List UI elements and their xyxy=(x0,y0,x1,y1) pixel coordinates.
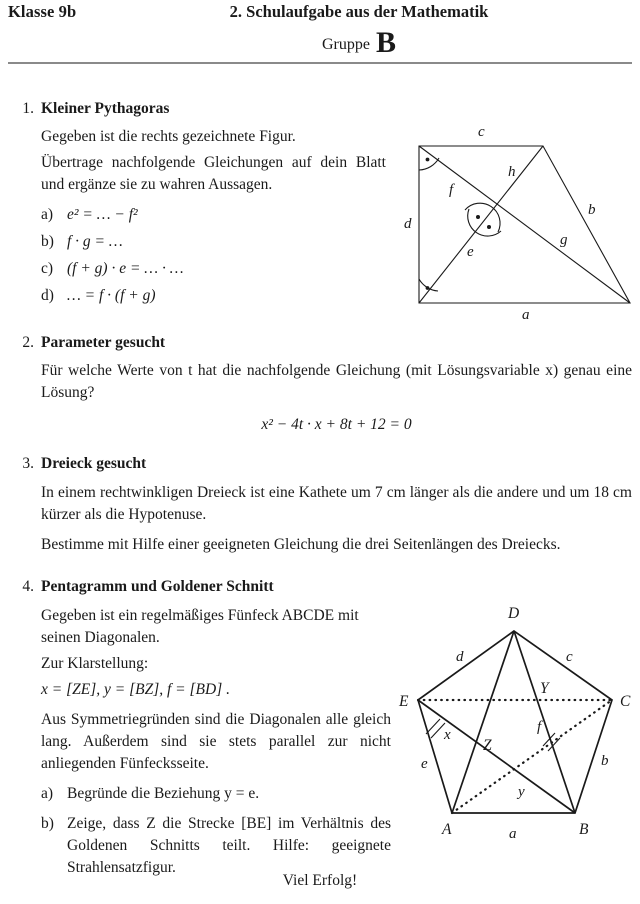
exercise-4-para-4: Aus Symmetriegründen sind die Diagonalen alle gleich lang. Außerdem sind sie stets parallel zur nicht anliegenden Fünfecksseite. xyxy=(41,711,391,772)
pentagon-vertex-D: D xyxy=(508,605,520,622)
figure1-label-h: h xyxy=(508,164,516,180)
exercise-2-title: Parameter gesucht xyxy=(41,334,166,351)
pentagon-side-a: a xyxy=(509,826,517,842)
exercise-3-number: 3. xyxy=(22,455,34,472)
item-text-c: (f + g) · e = … · … xyxy=(67,260,184,277)
item-text-a: e² = … − f² xyxy=(67,206,138,223)
exercise-3-body xyxy=(41,482,632,564)
pentagon-segment-x: x xyxy=(444,727,451,743)
exercise-4-item-a xyxy=(41,783,391,805)
pentagon-vertex-A: A xyxy=(442,821,452,838)
page-title: 2. Schulaufgabe aus der Mathematik xyxy=(229,2,489,21)
pentagon-vertex-B: B xyxy=(579,821,589,838)
exercise-1-item-d xyxy=(41,285,386,307)
item-label-a: a) xyxy=(41,785,54,802)
figure1-label-d: d xyxy=(404,216,412,232)
exercise-2-para-1: Für welche Werte von t hat die nachfolgende Gleichung (mit Lösungsvariable x) genau eine Lösung? xyxy=(41,362,632,401)
item-text-d: … = f · (f + g) xyxy=(67,287,156,304)
exercise-4-subitems xyxy=(41,783,391,879)
pentagon-vertex-E: E xyxy=(399,693,409,710)
figure1-label-a: a xyxy=(522,307,530,322)
pentagon-vertex-C: C xyxy=(620,693,631,710)
item-label-b: b) xyxy=(41,233,54,250)
exercise-4-para-2: Zur Klarstellung: xyxy=(41,655,149,672)
item-label-b: b) xyxy=(41,815,54,832)
figure-pentagramm xyxy=(388,598,640,846)
pentagon-point-Y: Y xyxy=(540,680,549,697)
group-word: Gruppe xyxy=(322,36,370,53)
figure1-label-e: e xyxy=(467,244,474,260)
item-text-a: Begründe die Beziehung y = e. xyxy=(67,785,260,802)
exercise-1-para-2: Übertrage nachfolgende Gleichungen auf dein Blatt und ergänze sie zu wahren Aussagen. xyxy=(41,154,386,193)
pentagon-side-c: c xyxy=(566,649,573,665)
exercise-1-subitems xyxy=(41,204,386,307)
exercise-4-item-b xyxy=(41,813,391,879)
exercise-4-title: Pentagramm und Goldener Schnitt xyxy=(41,578,274,595)
exercise-4-number: 4. xyxy=(22,578,34,595)
pentagon-segment-y: y xyxy=(518,784,525,800)
item-label-a: a) xyxy=(41,206,54,223)
exercise-1-item-b xyxy=(41,231,386,253)
pentagon-point-Z: Z xyxy=(483,737,492,754)
exercise-1-title: Kleiner Pythagoras xyxy=(41,100,170,117)
pentagon-side-d: d xyxy=(456,649,464,665)
class-label: Klasse 9b xyxy=(8,2,77,21)
figure1-label-b: b xyxy=(588,202,596,218)
exercise-4-definitions: x = [ZE], y = [BZ], f = [BD] . xyxy=(41,681,230,698)
figure1-label-g: g xyxy=(560,232,568,248)
exercise-1-body xyxy=(41,126,386,312)
item-text-b: Zeige, dass Z die Strecke [BE] im Verhältnis des Goldenen Schnitts teilt. Hilfe: geeignete Strahlensatzfigur. xyxy=(67,815,391,876)
exercise-4-para-1: Gegeben ist ein regelmäßiges Fünfeck ABCDE mit seinen Diagonalen. xyxy=(41,607,359,646)
exercise-2-body xyxy=(41,360,632,436)
figure-kleiner-pythagoras xyxy=(392,122,640,322)
figure1-label-f: f xyxy=(449,182,454,198)
header-divider xyxy=(8,62,632,64)
exercise-2-equation: x² − 4t · x + 8t + 12 = 0 xyxy=(261,416,412,433)
item-text-b: f · g = … xyxy=(67,233,123,250)
item-label-d: d) xyxy=(41,287,54,304)
exercise-2-number: 2. xyxy=(22,334,34,351)
exercise-4-body xyxy=(41,605,391,884)
pentagon-side-e: e xyxy=(421,756,428,772)
pentagon-segment-f: f xyxy=(537,719,542,735)
group-row xyxy=(0,26,640,60)
figure1-label-c: c xyxy=(478,124,485,140)
header-top-row xyxy=(0,0,640,24)
exercise-1-para-1: Gegeben ist die rechts gezeichnete Figur. xyxy=(41,128,296,145)
exercise-1-number: 1. xyxy=(22,100,34,117)
page-header xyxy=(0,0,640,59)
footer-message: Viel Erfolg! xyxy=(282,872,358,889)
exercise-3-para-2: Bestimme mit Hilfe einer geeigneten Gleichung die drei Seitenlängen des Dreiecks. xyxy=(41,536,561,553)
exercise-1-item-c xyxy=(41,258,386,280)
exercise-3-para-1: In einem rechtwinkligen Dreieck ist eine Kathete um 7 cm länger als die andere und um 18 cm kürzer als die Hypotenuse. xyxy=(41,484,632,523)
group-letter: B xyxy=(375,26,396,59)
exercise-1-item-a xyxy=(41,204,386,226)
item-label-c: c) xyxy=(41,260,54,277)
exercise-3-title: Dreieck gesucht xyxy=(41,455,147,472)
pentagon-side-b: b xyxy=(601,753,609,769)
